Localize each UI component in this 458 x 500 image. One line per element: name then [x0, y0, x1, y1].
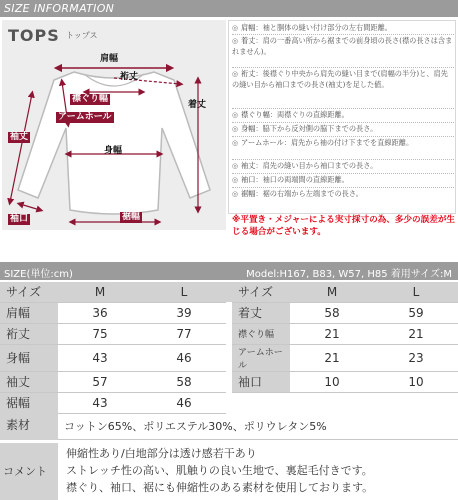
definition-item: ◎ 肩幅：袖と胴体の縫い付け部分の左右間距離。 — [232, 23, 392, 32]
size-unit-label: SIZE(単位:cm) — [4, 269, 73, 280]
label-katahaba: 肩幅 — [100, 54, 119, 64]
comment-line: 伸縮性あり/白地部分は透け感若干あり — [66, 447, 257, 460]
size-table — [0, 282, 458, 414]
label-sodetake: 袖丈 — [10, 132, 29, 142]
measurement-warning: ※平置き・メジャーによる実寸採寸の為、多少の誤差が生じる場合がございます。 — [232, 215, 456, 237]
table-header-row — [0, 282, 458, 302]
diagram-subtitle: トップス — [66, 31, 98, 40]
table-row: 裄丈 75 77 襟ぐり幅 21 21 — [0, 323, 458, 344]
table-row: 肩幅 36 39 着丈 58 59 — [0, 302, 458, 323]
header-size-label: サイズ — [232, 282, 290, 302]
comment-label: コメント — [0, 443, 58, 500]
size-info-header — [0, 0, 458, 17]
header-size-label: サイズ — [0, 282, 58, 302]
definition-item: ◎ 襟ぐり幅：両襟ぐりの直線距離。 — [232, 110, 349, 119]
table-row: 身幅 43 46 アームホール 21 23 — [0, 344, 458, 371]
comment-line: 襟ぐり、袖口、裾にも伸縮性のある素材を使用しております。 — [66, 481, 374, 494]
label-kitake: 着丈 — [188, 100, 207, 110]
header-m: M — [290, 282, 374, 302]
definition-item: ◎ 身幅：脇下から反対側の脇下までの長さ。 — [232, 124, 378, 133]
definition-item: ◎ アームホール：肩先から袖の付け下までを直線距離。 — [232, 138, 414, 147]
comment-row — [0, 443, 458, 500]
label-erigurihaba: 襟ぐり幅 — [72, 94, 109, 104]
table-row: 裾幅 43 46 — [0, 392, 458, 413]
label-yukitake: 裄丈 — [120, 72, 139, 82]
header-l: L — [142, 282, 226, 302]
definition-item: ◎ 着丈：肩の一番高い所から裾までの前身頃の長さ(襟の長さは含まれません)。 — [232, 36, 453, 56]
comment-line: ストレッチ性の高い、肌触りの良い生地で、裏起毛付きです。 — [66, 464, 373, 477]
material-label: 素材 — [0, 410, 58, 440]
material-value: コットン65%、ポリエステル30%、ポリウレタン5% — [64, 420, 327, 433]
size-header-bar — [0, 262, 458, 280]
tops-diagram-panel — [2, 20, 226, 230]
label-armhole: アームホール — [58, 112, 112, 122]
definition-item: ◎ 袖口：袖口の両端間の直線距離。 — [232, 175, 349, 184]
diagram-title: TOPS — [8, 26, 60, 45]
definition-item: ◎ 袖丈：肩先の縫い目から袖口までの長さ。 — [232, 161, 378, 170]
label-sodeguchi: 袖口 — [10, 214, 29, 224]
size-info-title: SIZE INFORMATION — [4, 2, 115, 15]
tops-garment-illustration — [2, 20, 226, 230]
definition-item: ◎ 裾幅：裾の右端から左端までの長さ。 — [232, 189, 363, 198]
definitions-panel — [228, 20, 456, 214]
model-info: Model:H167, B83, W57, H85 着用サイズ:M — [246, 269, 452, 280]
header-m: M — [58, 282, 142, 302]
definition-item: ◎ 裄丈：後襟ぐり中央から肩先の縫い目まで(肩幅の半分)と、肩先の縫い目から袖口までの長さ(袖丈)を足した値。 — [232, 69, 448, 89]
header-l: L — [374, 282, 458, 302]
material-row — [0, 410, 458, 440]
label-susohaba: 裾幅 — [122, 212, 141, 222]
label-mihaba: 身幅 — [104, 146, 123, 156]
table-row: 袖丈 57 58 袖口 10 10 — [0, 371, 458, 392]
garment-shape — [18, 72, 210, 214]
